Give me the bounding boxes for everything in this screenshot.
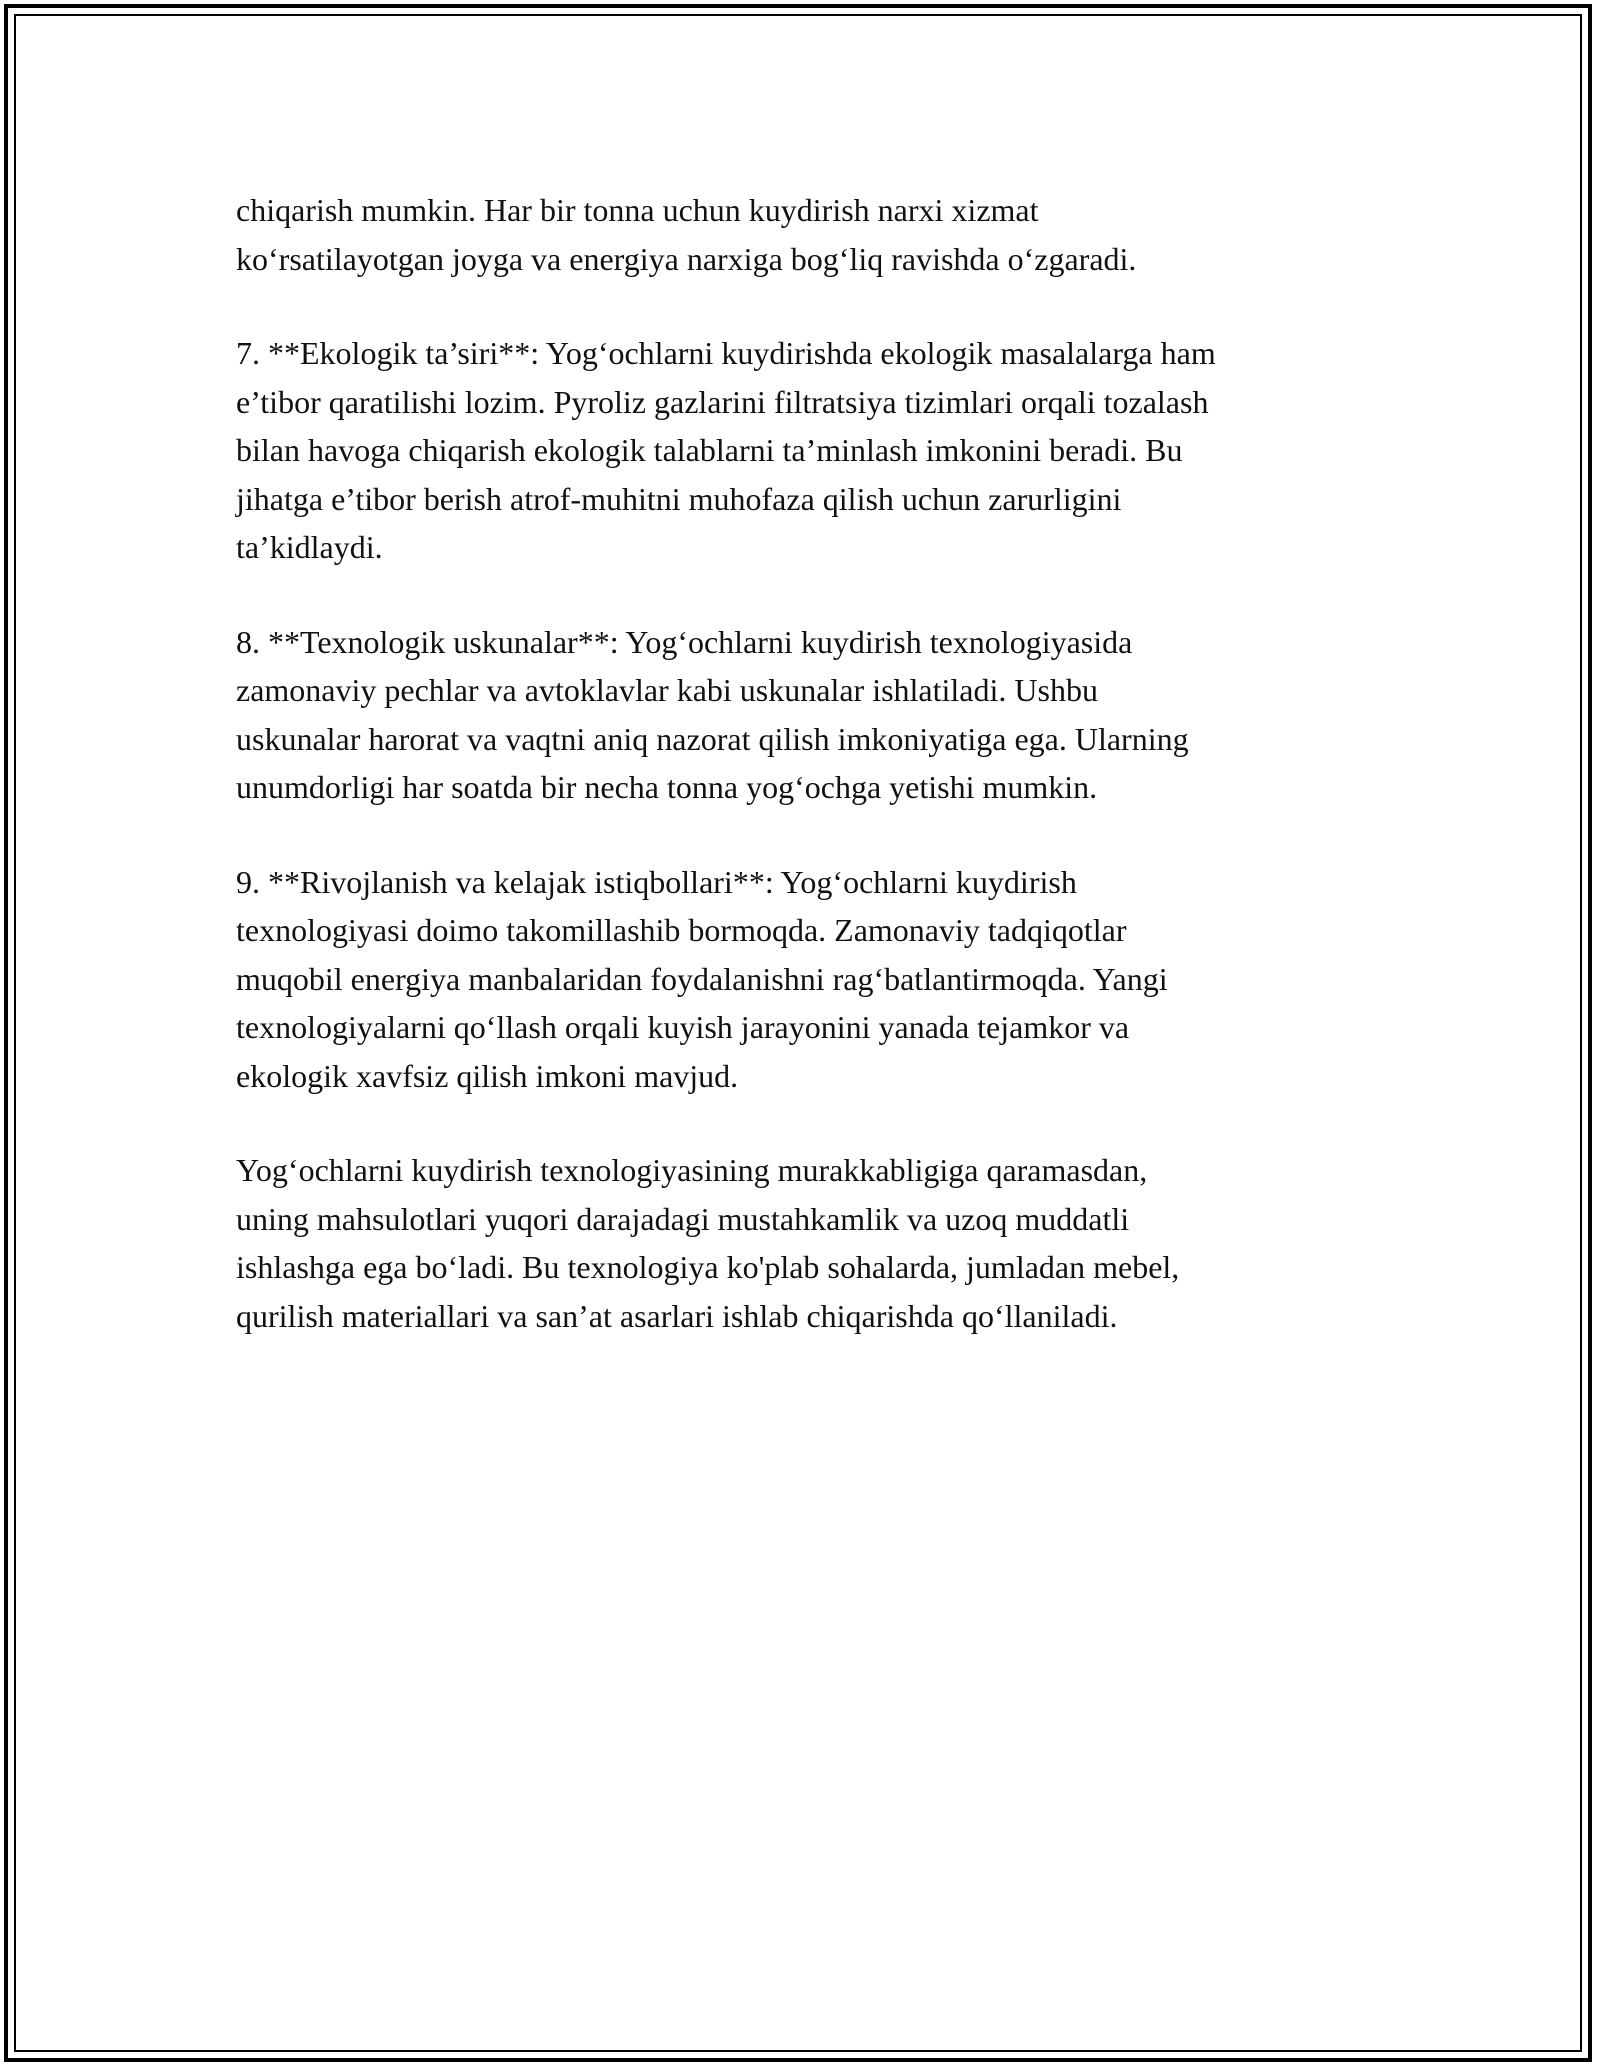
text-line: 7. **Ekologik ta’siri**: Yog‘ochlarni kuydirishda ekologik masalalarga ham	[236, 335, 1216, 371]
paragraph-conclusion	[236, 1146, 1386, 1340]
text-line: 8. **Texnologik uskunalar**: Yog‘ochlarni kuydirish texnologiyasida	[236, 623, 1133, 660]
text-line: uskunalar harorat va vaqtni aniq nazorat qilish imkoniyatiga ega. Ularning	[236, 720, 1189, 757]
text-line: zamonaviy pechlar va avtoklavlar kabi uskunalar ishlatiladi. Ushbu	[236, 672, 1098, 708]
text-line: jihatga e’tibor berish atrof-muhitni muhofaza qilish uchun zarurligini	[236, 480, 1122, 517]
paragraph-ecological-impact	[236, 329, 1386, 572]
text-line: texnologiyalarni qo‘llash orqali kuyish jarayonini yanada tejamkor va	[236, 1009, 1130, 1045]
text-line: ishlashga ega bo‘ladi. Bu texnologiya ko'plab sohalarda, jumladan mebel,	[236, 1249, 1180, 1285]
document-body	[236, 186, 1386, 1386]
text-line: e’tibor qaratilishi lozim. Pyroliz gazlarini filtratsiya tizimlari orqali tozalash	[236, 383, 1209, 420]
text-line: ta’kidlaydi.	[236, 529, 383, 565]
text-line: Yog‘ochlarni kuydirish texnologiyasining murakkabligiga qaramasdan,	[236, 1152, 1148, 1188]
text-line: 9. **Rivojlanish va kelajak istiqbollari**: Yog‘ochlarni kuydirish	[236, 863, 1077, 900]
paragraph-development-prospects	[236, 858, 1386, 1101]
text-line: unumdorligi har soatda bir necha tonna yog‘ochga yetishi mumkin.	[236, 769, 1098, 805]
text-line: texnologiyasi doimo takomillashib bormoqda. Zamonaviy tadqiqotlar	[236, 912, 1127, 948]
paragraph-technological-equipment	[236, 618, 1386, 812]
text-line: bilan havoga chiqarish ekologik talablarni ta’minlash imkonini beradi. Bu	[236, 432, 1183, 468]
paragraph-cost	[236, 186, 1386, 283]
text-line: chiqarish mumkin. Har bir tonna uchun kuydirish narxi xizmat	[236, 192, 1039, 228]
text-line: muqobil energiya manbalaridan foydalanishni rag‘batlantirmoqda. Yangi	[236, 960, 1168, 997]
text-line: uning mahsulotlari yuqori darajadagi mustahkamlik va uzoq muddatli	[236, 1200, 1130, 1237]
text-line: ekologik xavfsiz qilish imkoni mavjud.	[236, 1057, 739, 1094]
text-line: qurilish materiallari va san’at asarlari ishlab chiqarishda qo‘llaniladi.	[236, 1297, 1118, 1334]
text-line: ko‘rsatilayotgan joyga va energiya narxiga bog‘liq ravishda o‘zgaradi.	[236, 240, 1137, 277]
